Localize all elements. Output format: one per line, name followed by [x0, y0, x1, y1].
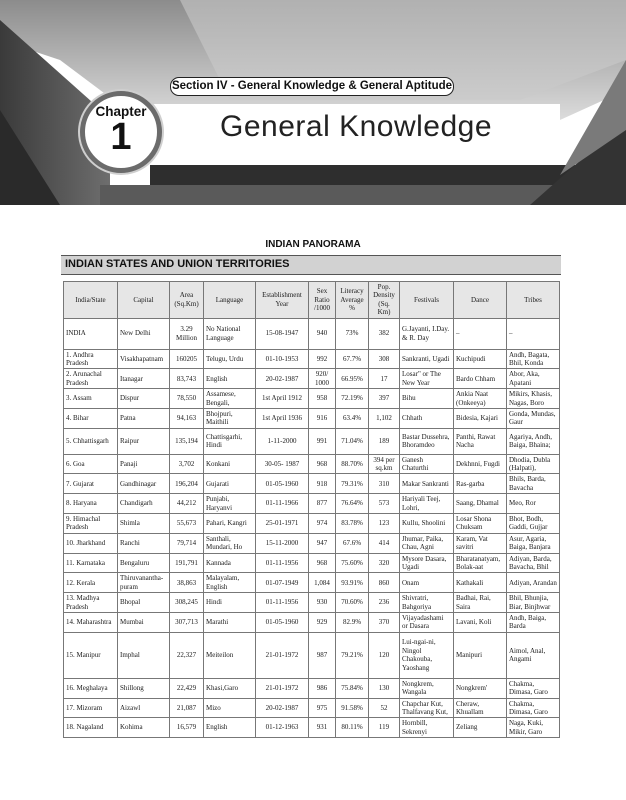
table-cell: 1,084 — [309, 573, 336, 593]
table-cell: Panthi, Rawat Nacha — [454, 428, 507, 454]
table-cell: Makar Sankranti — [400, 474, 454, 494]
table-cell: Gonda, Mundas, Gaur — [507, 408, 560, 428]
table-cell: 382 — [369, 318, 400, 349]
table-cell: 15-11-2000 — [256, 533, 309, 553]
table-cell: Kuchipudi — [454, 349, 507, 369]
table-cell: Kullu, Shoolini — [400, 514, 454, 534]
table-cell: Bastar Dussehra, Bhoramdeo — [400, 428, 454, 454]
table-cell: 3,702 — [170, 454, 204, 474]
table-cell: 75.60% — [336, 553, 369, 573]
table-cell: Kathakali — [454, 573, 507, 593]
table-cell: 01-05-1960 — [256, 474, 309, 494]
table-cell: 986 — [309, 678, 336, 698]
table-cell: 189 — [369, 428, 400, 454]
table-cell: Agariya, Andh, Baiga, Bhaina; — [507, 428, 560, 454]
table-cell: Santhali, Mundari, Ho — [204, 533, 256, 553]
table-cell: 119 — [369, 718, 400, 738]
table-cell: Ras-garba — [454, 474, 507, 494]
table-cell: Raipur — [118, 428, 170, 454]
table-cell: 958 — [309, 389, 336, 409]
table-cell: 397 — [369, 389, 400, 409]
table-row — [64, 678, 560, 698]
table-row — [64, 698, 560, 718]
row-jharkhand: 10. Jharkhand — [64, 533, 118, 553]
table-cell: 71.04% — [336, 428, 369, 454]
table-cell: 20-02-1987 — [256, 369, 309, 389]
table-cell: 930 — [309, 593, 336, 613]
table-cell: Chapchar Kut, Thalfavang Kut, — [400, 698, 454, 718]
row-nagaland: 18. Nagaland — [64, 718, 118, 738]
table-cell: 79.21% — [336, 632, 369, 678]
row-mizoram: 17. Mizoram — [64, 698, 118, 718]
table-cell: Abor, Aka, Apatani — [507, 369, 560, 389]
table-cell: 21,087 — [170, 698, 204, 718]
row-bihar: 4. Bihar — [64, 408, 118, 428]
table-cell: 25-01-1971 — [256, 514, 309, 534]
table-cell: 1,102 — [369, 408, 400, 428]
table-cell: 991 — [309, 428, 336, 454]
table-cell: Bihu — [400, 389, 454, 409]
table-cell: 38,863 — [170, 573, 204, 593]
table-cell: Shimla — [118, 514, 170, 534]
table-cell: 01-11-1956 — [256, 553, 309, 573]
table-cell: Bhot, Bodh, Gaddi, Gujjar — [507, 514, 560, 534]
table-cell: 974 — [309, 514, 336, 534]
table-cell: Punjabi, Haryanvi — [204, 494, 256, 514]
table-cell: 307,713 — [170, 612, 204, 632]
table-row — [64, 454, 560, 474]
table-cell: Hornbill, Sekrenyi — [400, 718, 454, 738]
table-cell: Bhojpuri, Maithili — [204, 408, 256, 428]
row-karnataka: 11. Karnataka — [64, 553, 118, 573]
row-maharashtra: 14. Maharashtra — [64, 612, 118, 632]
table-cell: Thiruvanantha-puram — [118, 573, 170, 593]
table-cell: Kohima — [118, 718, 170, 738]
table-cell: 15-08-1947 — [256, 318, 309, 349]
table-row — [64, 718, 560, 738]
table-cell: Bengaluru — [118, 553, 170, 573]
table-row — [64, 514, 560, 534]
table-cell: Adiyan, Barda, Bavacha, Bhil — [507, 553, 560, 573]
table-cell: 52 — [369, 698, 400, 718]
table-cell: 120 — [369, 632, 400, 678]
column-header: Pop. Density (Sq. Km) — [369, 282, 400, 319]
table-cell: 76.64% — [336, 494, 369, 514]
table-cell: Kannada — [204, 553, 256, 573]
table-cell: Ganesh Chaturthi — [400, 454, 454, 474]
table-cell: Meo, Ror — [507, 494, 560, 514]
table-cell: 67.7% — [336, 349, 369, 369]
table-row — [64, 593, 560, 613]
table-cell: Visakhapatnam — [118, 349, 170, 369]
table-cell: Dispur — [118, 389, 170, 409]
table-cell: 01-10-1953 — [256, 349, 309, 369]
row-kerala: 12. Kerala — [64, 573, 118, 593]
table-cell: 01-11-1956 — [256, 593, 309, 613]
row-goa: 6. Goa — [64, 454, 118, 474]
table-cell: Patna — [118, 408, 170, 428]
table-row — [64, 533, 560, 553]
table-row — [64, 612, 560, 632]
table-cell: Karam, Vat savitri — [454, 533, 507, 553]
table-cell: No National Language — [204, 318, 256, 349]
table-cell: Mysore Dasara, Ugadi — [400, 553, 454, 573]
table-cell: 877 — [309, 494, 336, 514]
table-cell: Hindi — [204, 593, 256, 613]
row-assam: 3. Assam — [64, 389, 118, 409]
table-cell: 929 — [309, 612, 336, 632]
table-cell: English — [204, 369, 256, 389]
chapter-word: Chapter — [95, 104, 147, 119]
table-cell: 21-01-1972 — [256, 678, 309, 698]
column-header: Tribes — [507, 282, 560, 319]
table-cell: Dekhnni, Fugdi — [454, 454, 507, 474]
table-cell: 79.31% — [336, 474, 369, 494]
table-cell: 947 — [309, 533, 336, 553]
table-cell: 310 — [369, 474, 400, 494]
table-cell: 968 — [309, 553, 336, 573]
table-cell: Telugu, Urdu — [204, 349, 256, 369]
row-himachal-pradesh: 9. Himachal Pradesh — [64, 514, 118, 534]
table-cell: Itanagar — [118, 369, 170, 389]
row-meghalaya: 16. Meghalaya — [64, 678, 118, 698]
table-cell: Chandigarh — [118, 494, 170, 514]
sub-heading: INDIAN PANORAMA — [265, 239, 361, 250]
table-cell: Bhils, Barda, Bavacha — [507, 474, 560, 494]
table-cell: Mumbai — [118, 612, 170, 632]
table-cell: 1st April 1912 — [256, 389, 309, 409]
table-cell: 130 — [369, 678, 400, 698]
table-row — [64, 494, 560, 514]
table-heading: INDIAN STATES AND UNION TERRITORIES — [61, 255, 561, 275]
table-cell: 370 — [369, 612, 400, 632]
table-cell: 91.58% — [336, 698, 369, 718]
table-cell: 135,194 — [170, 428, 204, 454]
table-cell: 01-11-1966 — [256, 494, 309, 514]
table-cell: Andh, Baiga, Barda — [507, 612, 560, 632]
table-cell: Sankranti, Ugadi — [400, 349, 454, 369]
table-row — [64, 408, 560, 428]
table-cell: Imphal — [118, 632, 170, 678]
table-cell: 30-05- 1987 — [256, 454, 309, 474]
table-cell: 414 — [369, 533, 400, 553]
table-cell: 21-01-1972 — [256, 632, 309, 678]
table-cell: 01-12-1963 — [256, 718, 309, 738]
table-cell: 72.19% — [336, 389, 369, 409]
table-cell: 94,163 — [170, 408, 204, 428]
table-cell: 01-07-1949 — [256, 573, 309, 593]
row-haryana: 8. Haryana — [64, 494, 118, 514]
table-cell: 308,245 — [170, 593, 204, 613]
column-header: Literacy Average % — [336, 282, 369, 319]
table-cell: 44,212 — [170, 494, 204, 514]
column-header: Sex Ratio /1000 — [309, 282, 336, 319]
table-cell: Vijayadashami or Dasara — [400, 612, 454, 632]
table-cell: Andh, Bagata, Bhil, Konda — [507, 349, 560, 369]
table-cell: Shillong — [118, 678, 170, 698]
table-cell: 16,579 — [170, 718, 204, 738]
section-label: Section IV - General Knowledge & General Aptitude — [170, 77, 454, 96]
table-cell: 22,327 — [170, 632, 204, 678]
column-header: Language — [204, 282, 256, 319]
table-cell: 1st April 1936 — [256, 408, 309, 428]
table-cell: Panaji — [118, 454, 170, 474]
table-cell: – — [507, 318, 560, 349]
table-cell: 987 — [309, 632, 336, 678]
chapter-number: 1 — [110, 116, 132, 158]
table-cell: Cheraw, Khuallam — [454, 698, 507, 718]
table-cell: 93.91% — [336, 573, 369, 593]
table-cell: 66.95% — [336, 369, 369, 389]
table-cell: Chhath — [400, 408, 454, 428]
table-cell: G.Jayanti, I.Day. & R. Day — [400, 318, 454, 349]
row-gujarat: 7. Gujarat — [64, 474, 118, 494]
table-cell: Mikirs, Khasis, Nagas, Boro — [507, 389, 560, 409]
table-row — [64, 349, 560, 369]
table-cell: Mizo — [204, 698, 256, 718]
row-india: INDIA — [64, 318, 118, 349]
table-cell: Aimol, Anal, Angami — [507, 632, 560, 678]
table-cell: 860 — [369, 573, 400, 593]
table-cell: 992 — [309, 349, 336, 369]
table-row — [64, 428, 560, 454]
table-cell: Lui-ngai-ni, Ningol Chakouba, Yaoshang — [400, 632, 454, 678]
table-row — [64, 369, 560, 389]
table-cell: Zeliang — [454, 718, 507, 738]
row-madhya-pradesh: 13. Madhya Pradesh — [64, 593, 118, 613]
chapter-banner — [0, 0, 626, 205]
table-cell: Nongkrem' — [454, 678, 507, 698]
table-cell: Dhodia, Dubla (Halpati), — [507, 454, 560, 474]
table-cell: 73% — [336, 318, 369, 349]
table-cell: 01-05-1960 — [256, 612, 309, 632]
table-cell: 70.60% — [336, 593, 369, 613]
table-cell: Bhil, Bhunjia, Biar, Binjhwar — [507, 593, 560, 613]
table-cell: 83.78% — [336, 514, 369, 534]
table-cell: Adiyan, Arandan — [507, 573, 560, 593]
table-cell: Chakma, Dimasa, Garo — [507, 698, 560, 718]
states-table — [63, 281, 560, 738]
table-cell: Pahari, Kangri — [204, 514, 256, 534]
page-title: General Knowledge — [220, 110, 493, 143]
table-cell: Onam — [400, 573, 454, 593]
row-manipur: 15. Manipur — [64, 632, 118, 678]
table-row — [64, 573, 560, 593]
table-cell: 78,550 — [170, 389, 204, 409]
table-cell: 975 — [309, 698, 336, 718]
table-cell: Jhumar, Paika, Chau, Agni — [400, 533, 454, 553]
table-cell: 123 — [369, 514, 400, 534]
row-arunachal-pradesh: 2. Arunachal Pradesh — [64, 369, 118, 389]
table-row — [64, 474, 560, 494]
table-cell: 63.4% — [336, 408, 369, 428]
row-chhattisgarh: 5. Chhattisgarh — [64, 428, 118, 454]
table-cell: 82.9% — [336, 612, 369, 632]
row-andhra-pradesh: 1. Andhra Pradesh — [64, 349, 118, 369]
table-cell: Malayalam, English — [204, 573, 256, 593]
table-cell: 320 — [369, 553, 400, 573]
column-header: Festivals — [400, 282, 454, 319]
table-cell: 196,204 — [170, 474, 204, 494]
table-row — [64, 553, 560, 573]
table-cell: Assamese, Bengali, — [204, 389, 256, 409]
table-cell: Chakma, Dimasa, Garo — [507, 678, 560, 698]
table-cell: 80.11% — [336, 718, 369, 738]
table-cell: Chattisgarhi, Hindi — [204, 428, 256, 454]
table-cell: 918 — [309, 474, 336, 494]
table-cell: 931 — [309, 718, 336, 738]
table-cell: 236 — [369, 593, 400, 613]
table-cell: 22,429 — [170, 678, 204, 698]
table-cell: Konkani — [204, 454, 256, 474]
table-cell: 940 — [309, 318, 336, 349]
table-cell: Aizawl — [118, 698, 170, 718]
table-cell: Nongkrem, Wangala — [400, 678, 454, 698]
table-cell: – — [454, 318, 507, 349]
table-cell: Saang, Dhamal — [454, 494, 507, 514]
table-cell: Hariyali Teej, Lohri, — [400, 494, 454, 514]
table-cell: Asur, Agaria, Baiga, Banjara — [507, 533, 560, 553]
table-row — [64, 632, 560, 678]
table-cell: 75.84% — [336, 678, 369, 698]
table-cell: Losar" or The New Year — [400, 369, 454, 389]
table-cell: Meiteilon — [204, 632, 256, 678]
table-cell: 394 per sq.km — [369, 454, 400, 474]
table-cell: Badhai, Rai, Saira — [454, 593, 507, 613]
column-header: Area (Sq.Km) — [170, 282, 204, 319]
table-cell: 83,743 — [170, 369, 204, 389]
table-row — [64, 318, 560, 349]
table-cell: Lavani, Koli — [454, 612, 507, 632]
table-cell: Gandhinagar — [118, 474, 170, 494]
table-cell: Ankia Naat (Onkeeya) — [454, 389, 507, 409]
table-cell: 1-11-2000 — [256, 428, 309, 454]
table-row — [64, 389, 560, 409]
table-cell: New Delhi — [118, 318, 170, 349]
table-header-row — [64, 282, 560, 319]
table-cell: English — [204, 718, 256, 738]
column-header: India/State — [64, 282, 118, 319]
table-cell: Losar Shona Chuksam — [454, 514, 507, 534]
table-cell: Manipuri — [454, 632, 507, 678]
table-cell: Shivratri, Bahgoriya — [400, 593, 454, 613]
table-cell: 160205 — [170, 349, 204, 369]
table-cell: 88.70% — [336, 454, 369, 474]
table-body — [64, 318, 560, 738]
table-cell: 67.6% — [336, 533, 369, 553]
table-cell: Bharatanatyam, Bolak-aat — [454, 553, 507, 573]
table-cell: Khasi,Garo — [204, 678, 256, 698]
table-cell: Bardo Chham — [454, 369, 507, 389]
table-cell: Marathi — [204, 612, 256, 632]
table-cell: Gujarati — [204, 474, 256, 494]
table-cell: 968 — [309, 454, 336, 474]
table-cell: Naga, Kuki, Mikir, Garo — [507, 718, 560, 738]
table-cell: 17 — [369, 369, 400, 389]
table-cell: 920/ 1000 — [309, 369, 336, 389]
table-cell: Bidesia, Kajari — [454, 408, 507, 428]
column-header: Capital — [118, 282, 170, 319]
column-header: Establishment Year — [256, 282, 309, 319]
table-cell: 55,673 — [170, 514, 204, 534]
table-cell: 20-02-1987 — [256, 698, 309, 718]
table-cell: 191,791 — [170, 553, 204, 573]
table-cell: Bhopal — [118, 593, 170, 613]
column-header: Dance — [454, 282, 507, 319]
chapter-badge — [80, 91, 162, 173]
table-cell: 916 — [309, 408, 336, 428]
table-cell: 79,714 — [170, 533, 204, 553]
table-cell: 308 — [369, 349, 400, 369]
table-cell: 573 — [369, 494, 400, 514]
table-cell: Ranchi — [118, 533, 170, 553]
table-cell: 3.29 Million — [170, 318, 204, 349]
